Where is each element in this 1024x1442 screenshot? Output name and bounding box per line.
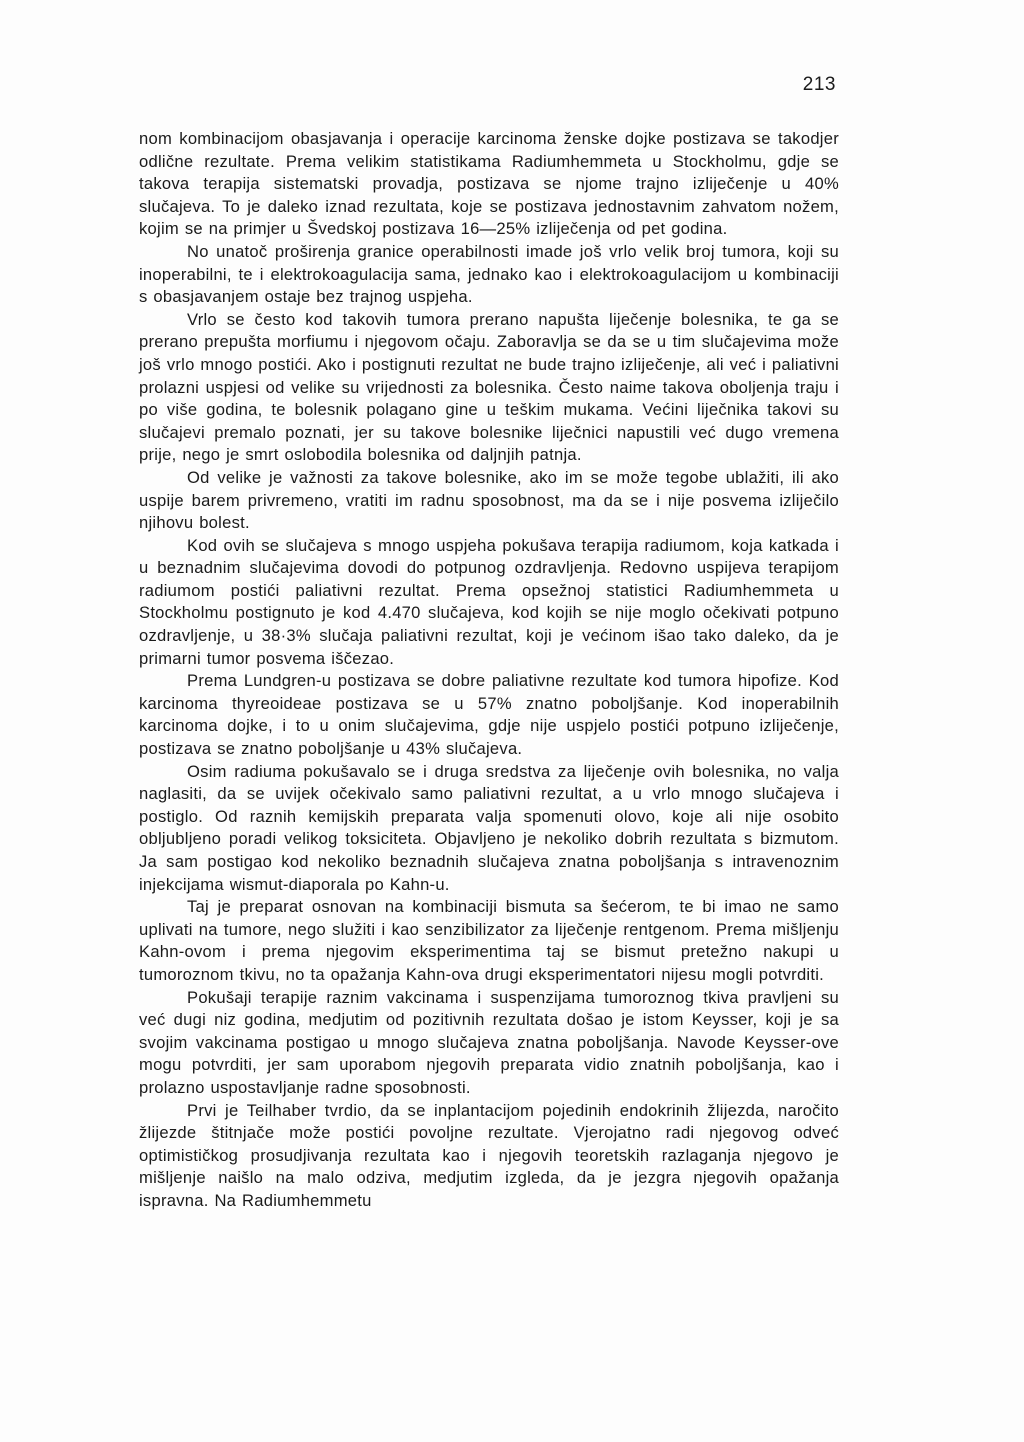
paragraph: No unatoč proširenja granice operabilnosti imade još vrlo velik broj tumora, koji su inoperabilni, te i elektrokoagulacija sama, jednako kao i elektrokoagulacijom u kombinaciji s obasjavanjem ostaje bez trajnog uspjeha. — [139, 241, 839, 307]
body-text — [139, 128, 839, 1213]
paragraph: Kod ovih se slučajeva s mnogo uspjeha pokušava terapija radiumom, koja katkada i u beznadnim slučajevima dovodi do potpunog ozdravljenja. Redovno uspijeva terapijom radiumom postići paliativni rezultat. Prema opsežnoj statistici Radiumhemmeta u Stockholmu postignuto je kod 4.470 slučajeva, kod kojih se nije moglo očekivati potpuno ozdravljenje, u 38·3% slučaja paliativni rezultat, koji je većinom išao tako daleko, da je primarni tumor posvema iščezao. — [139, 535, 839, 668]
paragraph: Vrlo se često kod takovih tumora prerano napušta liječenje bolesnika, te ga se prerano prepušta morfiumu i njegovom očaju. Zaboravlja se da se u tim slučajevima može još vrlo mnogo postići. Ako i postignuti rezultat ne bude trajno izliječenje, ali već i paliativni prolazni uspjesi od velike su vrijednosti za bolesnika. Često naime takova oboljenja traju i po više godina, te bolesnik polagano gine u teškim mukama. Većini liječnika takovi su slučajevi premalo poznati, jer su takove bolesnike liječnici napustili već dugo vremena prije, nego je smrt oslobodila bolesnika od daljnjih patnja. — [139, 309, 839, 465]
paragraph: Osim radiuma pokušavalo se i druga sredstva za liječenje ovih bolesnika, no valja naglasiti, da se uvijek očekivalo samo paliativni rezultat, a u vrlo mnogo slučajeva i postiglo. Od raznih kemijskih preparata valja spomenuti olovo, koje ali nije osobito obljubljeno poradi velikog toksiciteta. Objavljeno je nekoliko dobrih rezultata s bizmutom. Ja sam postigao kod nekoliko beznadnih slučajeva znatna poboljšanja s intravenoznim injekcijama wismut-diaporala po Kahn-u. — [139, 761, 839, 894]
paragraph: nom kombinacijom obasjavanja i operacije karcinoma ženske dojke postizava se takodjer odlične rezultate. Prema velikim statistikama Radiumhemmeta u Stockholmu, gdje se takova terapija sistematski provadja, postizava se njome trajno izliječenje u 40% slučajeva. To je daleko iznad rezultata, koje se postizava jednostavnim zahvatom nožem, kojim se na primjer u Švedskoj postizava 16—25% izliječenja od pet godina. — [139, 129, 839, 239]
paragraph: Prema Lundgren-u postizava se dobre paliativne rezultate kod tumora hipofize. Kod karcinoma thyreoideae postizava se u 57% znatno poboljšanje. Kod inoperabilnih karcinoma dojke, i to u onim slučajevima, gdje nije uspjelo postići potpuno izliječenje, postizava se znatno poboljšanje u 43% slučajeva. — [139, 671, 839, 759]
page-number: 213 — [802, 74, 836, 95]
paragraph: Pokušaji terapije raznim vakcinama i suspenzijama tumoroznog tkiva pravljeni su već dugi niz godina, medjutim od pozitivnih rezultata došao je istom Keysser, koji je sa svojim vakcinama postigao u mnogo slučajeva znatna poboljšanja. Navode Keysser-ove mogu potvrditi, jer sam uporabom njegovih preparata vidio znatnih poboljšanja, kao i prolazno uspostavljanje radne sposobnosti. — [139, 987, 839, 1097]
paragraph: Prvi je Teilhaber tvrdio, da se inplantacijom pojedinih endokrinih žlijezda, naročito žlijezde štitnjače može postići povoljne rezultate. Vjerojatno radi njegovog odveć optimističkog prosudjivanja rezultata kao i njegovih teoretskih razlaganja njegovo je mišljenje naišlo na malo odziva, medjutim izgleda, da je jezgra njegovih opažanja ispravna. Na Radiumhemmetu — [139, 1100, 839, 1210]
paragraph: Od velike je važnosti za takove bolesnike, ako im se može tegobe ublažiti, ili ako uspije barem privremeno, vratiti im radnu sposobnost, ma da se i nije posvema izliječilo njihovu bolest. — [139, 467, 839, 533]
paragraph: Taj je preparat osnovan na kombinaciji bismuta sa šećerom, te bi imao ne samo uplivati na tumore, nego služiti i kao senzibilizator za liječenje rentgenom. Prema mišljenju Kahn-ovom i prema njegovim eksperimentima taj se bismut pretežno nakupi u tumoroznom tkivu, no ta opažanja Kahn-ova drugi eksperimentatori nijesu mogli potvrditi. — [139, 897, 839, 984]
